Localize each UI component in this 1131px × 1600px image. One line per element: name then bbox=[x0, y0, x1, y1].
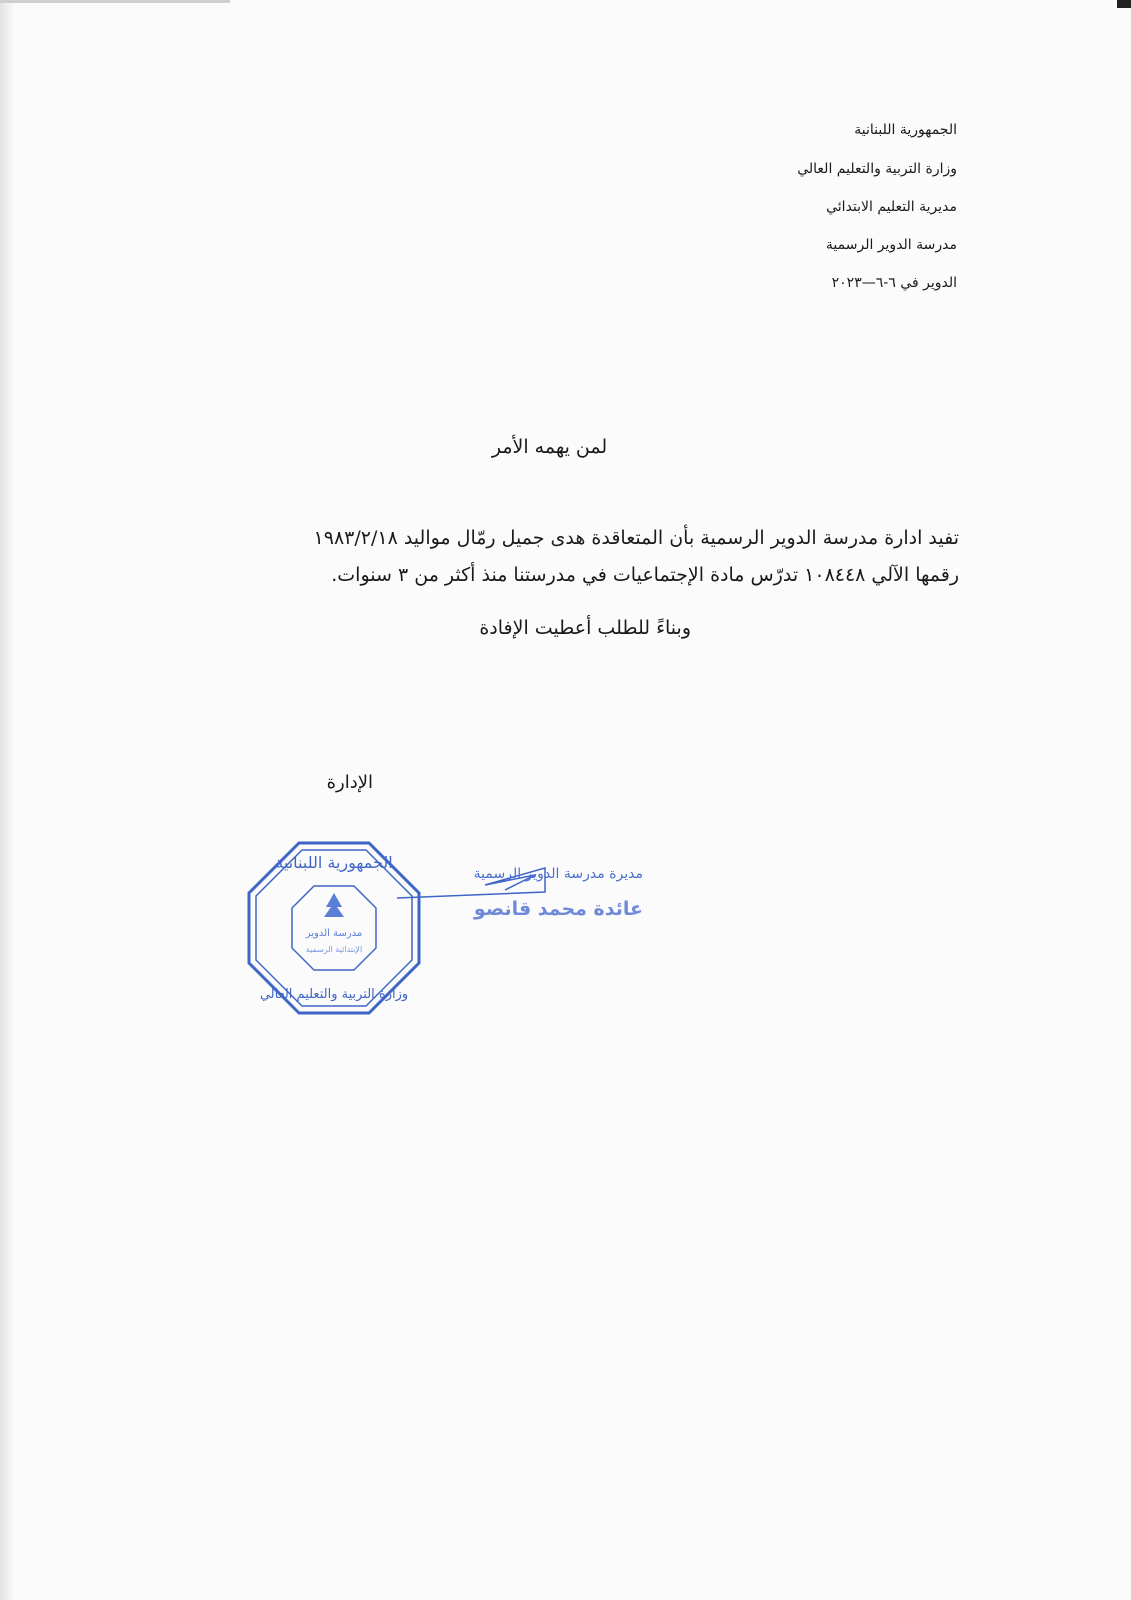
svg-text:الجمهورية اللبنانية: الجمهورية اللبنانية bbox=[275, 853, 393, 872]
scan-edge-top bbox=[0, 0, 230, 3]
document-title bbox=[0, 436, 1131, 458]
svg-text:وزارة التربية والتعليم العالي: وزارة التربية والتعليم العالي bbox=[259, 987, 409, 1002]
header-ministry: وزارة التربية والتعليم العالي bbox=[797, 161, 957, 177]
scan-corner-mark bbox=[1117, 0, 1131, 8]
header-school: مدرسة الدوير الرسمية bbox=[825, 237, 957, 253]
svg-text:مدرسة الدوير: مدرسة الدوير bbox=[305, 928, 363, 939]
director-name: عائدة محمد قانصو bbox=[473, 898, 643, 920]
title-text: لمن يهمه الأمر bbox=[491, 436, 608, 458]
header-date: الدوير في ٦-٦—٢٠٢٣ bbox=[831, 275, 957, 291]
scan-edge bbox=[0, 0, 14, 1600]
body-line-1: تفيد ادارة مدرسة الدوير الرسمية بأن المتعاقدة هدى جميل رمّال مواليد ١٩٨٣/٢/١٨ bbox=[313, 527, 959, 549]
header-directorate: مديرية التعليم الابتدائي bbox=[826, 199, 957, 215]
svg-text:الإبتدائية الرسمية: الإبتدائية الرسمية bbox=[305, 945, 363, 954]
body-line-2: رقمها الآلي ١٠٨٤٤٨ تدرّس مادة الإجتماعيات في مدرستنا منذ أكثر من ٣ سنوات. bbox=[331, 564, 959, 586]
director-title: مديرة مدرسة الدوير الرسمية bbox=[473, 866, 643, 882]
header-republic: الجمهورية اللبنانية bbox=[854, 122, 957, 138]
administration-label: الإدارة bbox=[326, 772, 373, 793]
closing-line: وبناءً للطلب أعطيت الإفادة bbox=[479, 617, 691, 639]
